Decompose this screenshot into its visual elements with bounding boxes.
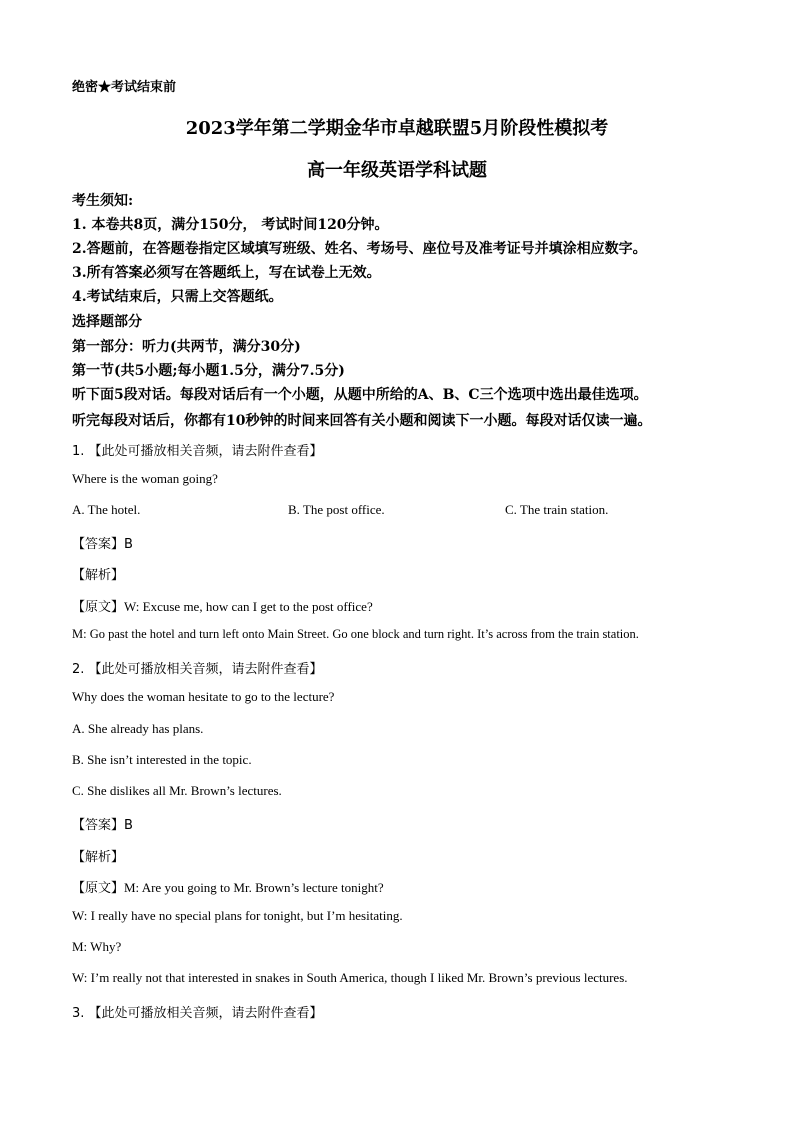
analysis-label: 【解析】 — [72, 850, 125, 865]
transcript-line: M: Go past the hotel and turn left onto Main Street. Go one block and turn right. It’s across from the train station. — [72, 627, 639, 641]
question-text: Where is the woman going? — [72, 471, 218, 486]
option-b[interactable]: B. She isn’t interested in the topic. — [72, 752, 252, 767]
section-label: 选择题部分 — [72, 314, 142, 330]
confidential-mark: 绝密★考试结束前 — [72, 80, 177, 95]
audio-prompt[interactable]: 2. 【此处可播放相关音频，请去附件查看】 — [72, 662, 323, 677]
exam-subtitle: 高一年级英语学科试题 — [307, 160, 487, 181]
instructions: 听下面5段对话。每段对话后有一个小题，从题中所给的A、B、C三个选项中选出最佳选项。 — [72, 387, 648, 403]
subsection-heading: 第一节(共5小题;每小题1.5分，满分7.5分) — [72, 363, 345, 379]
answer: 【答案】B — [72, 537, 133, 552]
notice-item: 3.所有答案必须写在答题纸上，写在试卷上无效。 — [72, 265, 381, 281]
transcript-line: W: I’m really not that interested in snakes in South America, though I liked Mr. Brown’s previous lectures. — [72, 970, 628, 985]
option-b[interactable]: B. The post office. — [288, 502, 385, 517]
analysis-label: 【解析】 — [72, 568, 125, 583]
question-text: Why does the woman hesitate to go to the lecture? — [72, 689, 335, 704]
instructions: 听完每段对话后，你都有10秒钟的时间来回答有关小题和阅读下一小题。每段对话仅读一遍。 — [72, 413, 652, 429]
audio-prompt[interactable]: 1. 【此处可播放相关音频，请去附件查看】 — [72, 444, 323, 459]
notice-item: 1. 本卷共8页，满分150分， 考试时间120分钟。 — [72, 217, 389, 233]
notice-item: 4.考试结束后，只需上交答题纸。 — [72, 289, 283, 305]
option-c[interactable]: C. She dislikes all Mr. Brown’s lectures. — [72, 783, 282, 798]
option-c[interactable]: C. The train station. — [505, 502, 609, 517]
exam-title: 2023学年第二学期金华市卓越联盟5月阶段性模拟考 — [185, 118, 609, 139]
transcript-line: 【原文】M: Are you going to Mr. Brown’s lecture tonight? — [72, 880, 384, 895]
transcript-line: M: Why? — [72, 939, 122, 954]
option-a[interactable]: A. The hotel. — [72, 502, 141, 517]
option-a[interactable]: A. She already has plans. — [72, 721, 204, 736]
audio-prompt[interactable]: 3. 【此处可播放相关音频，请去附件查看】 — [72, 1006, 323, 1021]
notice-item: 2.答题前，在答题卷指定区域填写班级、姓名、考场号、座位号及准考证号并填涂相应数字。 — [72, 241, 647, 257]
answer: 【答案】B — [72, 818, 133, 833]
notice-heading: 考生须知: — [72, 193, 134, 209]
part-heading: 第一部分：听力(共两节，满分30分) — [72, 339, 301, 355]
transcript-line: W: I really have no special plans for tonight, but I’m hesitating. — [72, 908, 403, 923]
transcript-line: 【原文】W: Excuse me, how can I get to the post office? — [72, 599, 373, 614]
